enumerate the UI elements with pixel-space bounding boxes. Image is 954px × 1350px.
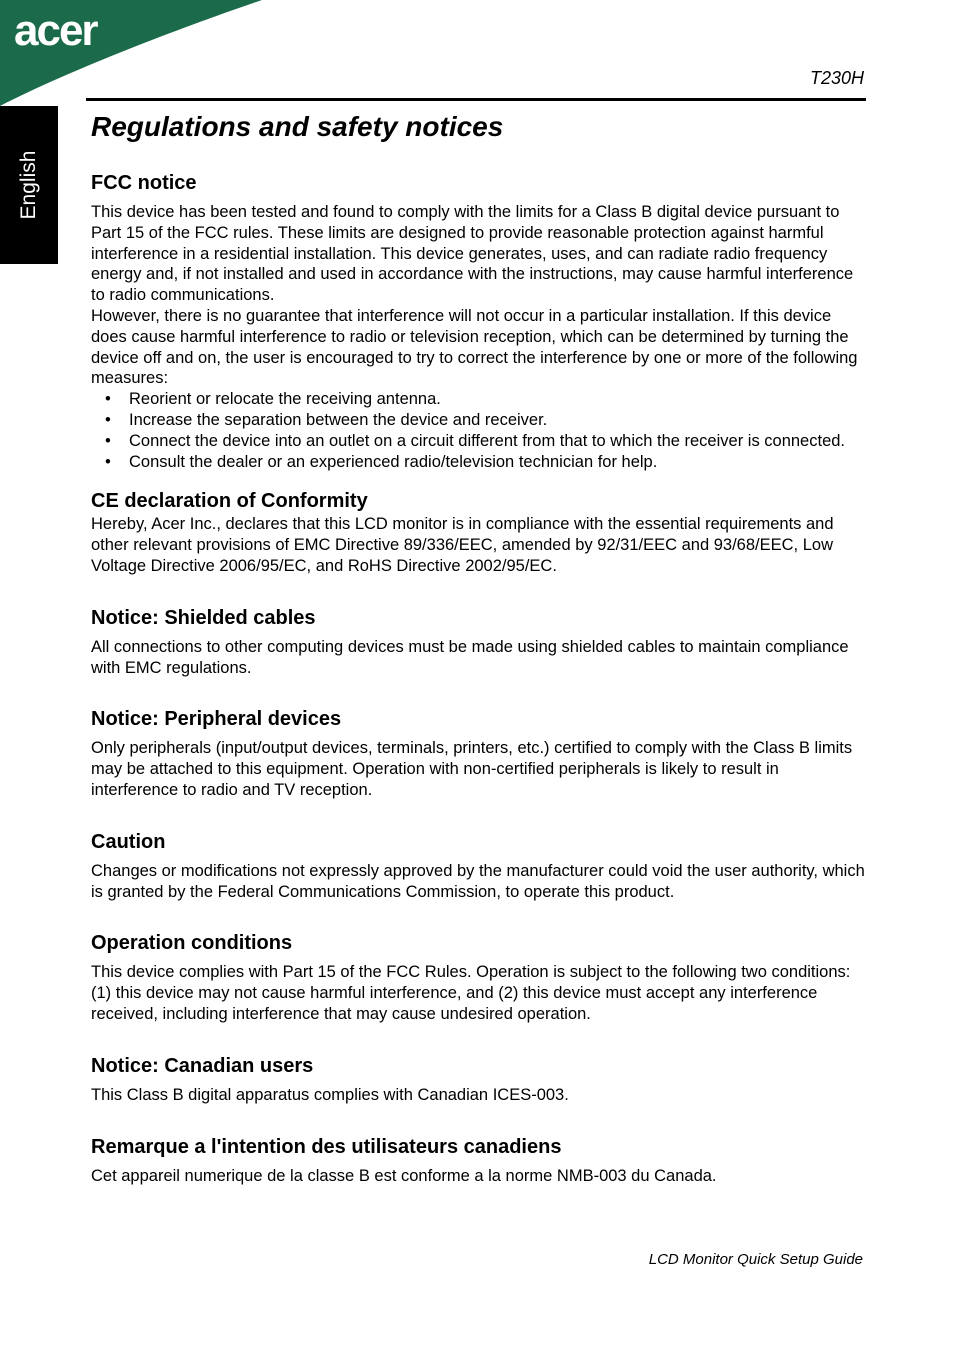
- model-number: T230H: [809, 68, 864, 88]
- ce-body: Hereby, Acer Inc., declares that this LCD monitor is in compliance with the essential requirements and other relevant provisions of EMC Directive 89/336/EEC, amended by 92/31/EEC and 93/68/EEC, Low Voltage Directive 2006/95/EC, and RoHS Directive 2002/95/EC.: [91, 515, 834, 575]
- language-tab-label: English: [17, 150, 40, 220]
- shielded-cables-heading: Notice: Shielded cables: [91, 606, 316, 629]
- list-item: • Increase the separation between the device and receiver.: [91, 410, 866, 431]
- fcc-measures-list: [91, 389, 866, 472]
- list-item: • Consult the dealer or an experienced radio/television technician for help.: [91, 452, 866, 473]
- fcc-heading: FCC notice: [91, 172, 197, 194]
- canadian-users-heading: Notice: Canadian users: [91, 1054, 314, 1077]
- fcc-paragraph-1: This device has been tested and found to comply with the limits for a Class B digital device pursuant to Part 15 of the FCC rules. These limits are designed to provide reasonable protection against harmful interference in a residential installation. This device generates, uses, and can radiate radio frequency energy and, if not installed and used in accordance with the instructions, may cause harmful interference to radio communications.: [91, 203, 854, 305]
- caution-body: Changes or modifications not expressly approved by the manufacturer could void the user authority, which is granted by the Federal Communications Commission, to operate this product.: [91, 861, 865, 901]
- page-content: [91, 108, 866, 1186]
- canadian-users-fr-body: Cet appareil numerique de la classe B est conforme a la norme NMB-003 du Canada.: [91, 1166, 717, 1185]
- acer-logo: acer: [14, 6, 97, 55]
- operation-conditions-body: This device complies with Part 15 of the FCC Rules. Operation is subject to the following two conditions: (1) this device may not cause harmful interference, and (2) this device must accept any interference received, including interference that may cause undesired operation.: [91, 963, 851, 1023]
- page-title: Regulations and safety notices: [91, 111, 504, 142]
- list-item: • Connect the device into an outlet on a circuit different from that to which the receiver is connected.: [91, 431, 866, 452]
- peripheral-devices-heading: Notice: Peripheral devices: [91, 708, 342, 731]
- list-item: • Reorient or relocate the receiving antenna.: [91, 389, 866, 410]
- language-tab: [0, 106, 58, 264]
- canadian-users-body: This Class B digital apparatus complies with Canadian ICES-003.: [91, 1085, 569, 1104]
- caution-heading: Caution: [91, 830, 166, 853]
- fcc-paragraph-2: However, there is no guarantee that interference will not occur in a particular installation. If this device does cause harmful interference to radio or television reception, which can be determined by turning the device off and on, the user is encouraged to try to correct the interference by one or more of the following measures:: [91, 306, 858, 388]
- footer-guide-title: LCD Monitor Quick Setup Guide: [648, 1251, 863, 1268]
- header-rule: [86, 98, 866, 101]
- shielded-cables-body: All connections to other computing devices must be made using shielded cables to maintain compliance with EMC regulations.: [91, 637, 849, 677]
- operation-conditions-heading: Operation conditions: [91, 932, 293, 955]
- peripheral-devices-body: Only peripherals (input/output devices, terminals, printers, etc.) certified to comply with the Class B limits may be attached to this equipment. Operation with non-certified peripherals is likely to result in interference to radio and TV reception.: [91, 739, 853, 799]
- ce-heading: CE declaration of Conformity: [91, 490, 368, 513]
- canadian-users-fr-heading: Remarque a l'intention des utilisateurs canadiens: [91, 1135, 562, 1158]
